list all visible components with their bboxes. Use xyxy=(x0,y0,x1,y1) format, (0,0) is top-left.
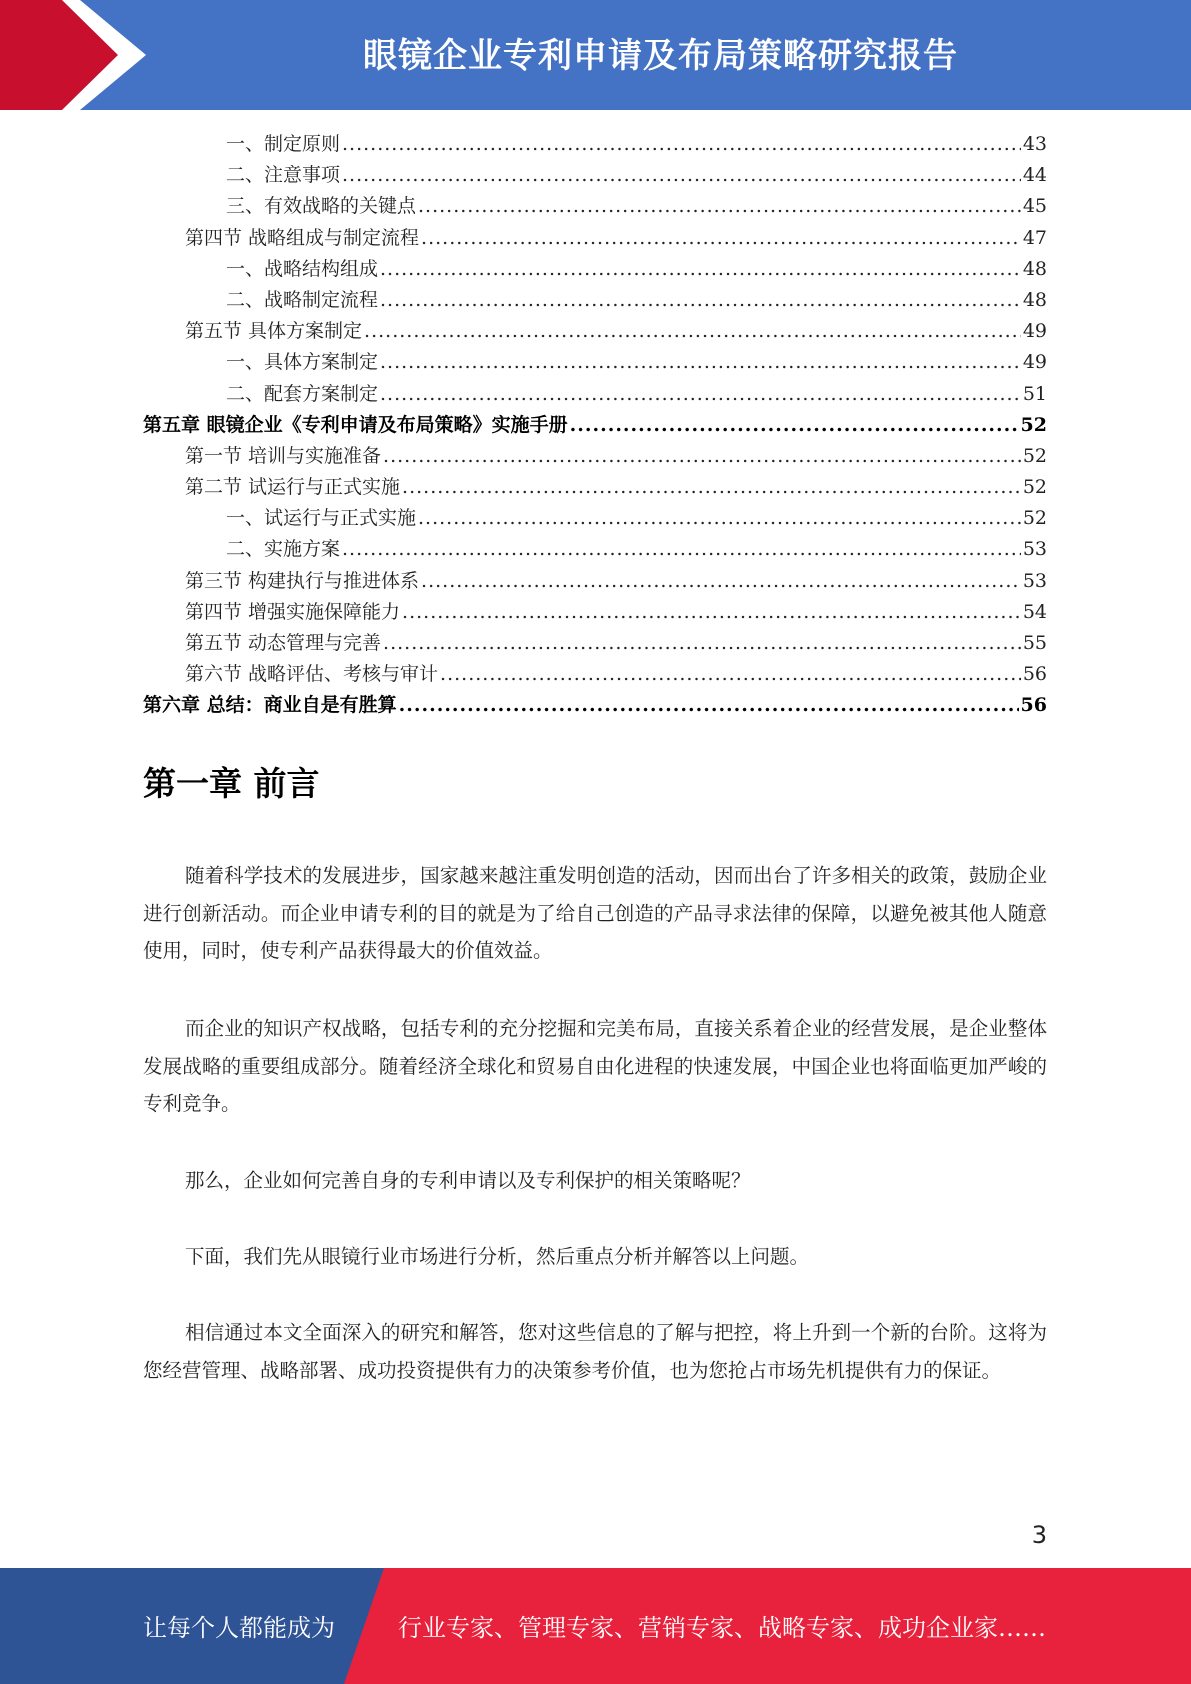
toc-entry[interactable] xyxy=(143,503,1047,534)
toc-entry[interactable] xyxy=(143,129,1047,160)
toc-entry-title: 二、配套方案制定 xyxy=(226,382,379,405)
toc-entry-page: 53 xyxy=(1022,569,1047,592)
toc-dot-leader xyxy=(421,223,1021,254)
toc-entry-title: 第一节 培训与实施准备 xyxy=(185,444,382,467)
toc-entry[interactable] xyxy=(143,316,1047,347)
toc-entry-page: 49 xyxy=(1022,320,1047,343)
toc-entry-page: 55 xyxy=(1022,632,1047,654)
toc-entry[interactable] xyxy=(143,472,1047,503)
toc-entry-title: 二、战略制定流程 xyxy=(226,288,379,311)
toc-entry-title: 第二节 试运行与正式实施 xyxy=(185,476,401,499)
toc-entry-page: 48 xyxy=(1022,288,1047,311)
toc-entry-title: 第五章 眼镜企业《专利申请及布局策略》实施手册 xyxy=(143,413,568,436)
toc-entry-page: 49 xyxy=(1022,351,1047,374)
toc-entry-title: 第四节 战略组成与制定流程 xyxy=(185,226,420,249)
toc-dot-leader xyxy=(383,441,1021,472)
toc-entry[interactable] xyxy=(143,285,1047,316)
toc-dot-leader xyxy=(364,316,1021,347)
toc-entry[interactable] xyxy=(143,410,1047,441)
toc-entry-page: 56 xyxy=(1020,694,1047,717)
toc-dot-leader xyxy=(402,472,1021,503)
toc-entry[interactable] xyxy=(143,441,1047,472)
toc-entry[interactable] xyxy=(143,659,1047,690)
toc-dot-leader xyxy=(380,379,1021,410)
toc-dot-leader xyxy=(342,534,1021,565)
toc-entry-title: 一、具体方案制定 xyxy=(226,351,379,374)
page-header xyxy=(0,0,1191,110)
toc-entry[interactable] xyxy=(143,191,1047,222)
toc-entry-page: 52 xyxy=(1022,444,1047,467)
table-of-contents xyxy=(143,129,1047,722)
toc-entry[interactable] xyxy=(143,160,1047,191)
toc-entry-title: 第五节 动态管理与完善 xyxy=(185,632,382,654)
toc-entry[interactable] xyxy=(143,254,1047,285)
toc-dot-leader xyxy=(399,690,1019,721)
toc-entry-page: 52 xyxy=(1022,507,1047,530)
toc-entry[interactable] xyxy=(143,597,1047,628)
paragraph-4: 下面，我们先从眼镜行业市场进行分析，然后重点分析并解答以上问题。 xyxy=(185,1245,810,1268)
toc-entry-title: 一、制定原则 xyxy=(226,133,341,155)
toc-entry-title: 二、实施方案 xyxy=(226,538,341,561)
toc-entry[interactable] xyxy=(143,347,1047,378)
report-title: 眼镜企业专利申请及布局策略研究报告 xyxy=(363,36,958,76)
toc-dot-leader xyxy=(380,285,1021,316)
toc-entry-page: 43 xyxy=(1022,133,1047,155)
toc-entry-title: 第三节 构建执行与推进体系 xyxy=(185,569,420,592)
footer-slogan-left: 让每个人都能成为 xyxy=(143,1614,335,1642)
page-footer xyxy=(0,1568,1191,1684)
footer-slogan-right: 行业专家、管理专家、营销专家、战略专家、成功企业家…… xyxy=(398,1614,1046,1642)
toc-entry-title: 第四节 增强实施保障能力 xyxy=(185,600,401,623)
toc-dot-leader xyxy=(342,129,1021,160)
paragraph-3: 那么，企业如何完善自身的专利申请以及专利保护的相关策略呢？ xyxy=(185,1169,751,1192)
toc-dot-leader xyxy=(418,503,1021,534)
toc-dot-leader xyxy=(380,347,1021,378)
toc-dot-leader xyxy=(570,410,1019,441)
paragraph-1: 随着科学技术的发展进步，国家越来越注重发明创造的活动，因而出台了许多相关的政策，鼓励企业进行创新活动。而企业申请专利的目的就是为了给自己创造的产品寻求法律的保障，以避免被其他人随意使用，同时，使专利产品获得最大的价值效益。 xyxy=(143,864,1047,962)
toc-entry-title: 一、试运行与正式实施 xyxy=(226,507,417,530)
toc-entry-page: 52 xyxy=(1022,476,1047,499)
toc-entry[interactable] xyxy=(143,379,1047,410)
toc-dot-leader xyxy=(383,628,1021,659)
paragraph-5: 相信通过本文全面深入的研究和解答，您对这些信息的了解与把控，将上升到一个新的台阶。这将为您经营管理、战略部署、成功投资提供有力的决策参考价值，也为您抢占市场先机提供有力的保证。 xyxy=(143,1321,1047,1382)
toc-entry-page: 44 xyxy=(1022,164,1047,187)
page-number: 3 xyxy=(1031,1521,1047,1549)
toc-dot-leader xyxy=(380,254,1021,285)
toc-entry[interactable] xyxy=(143,223,1047,254)
toc-entry[interactable] xyxy=(143,628,1047,659)
toc-entry-page: 47 xyxy=(1022,226,1047,249)
toc-entry[interactable] xyxy=(143,534,1047,565)
toc-entry-title: 第五节 具体方案制定 xyxy=(185,320,363,343)
toc-dot-leader xyxy=(402,597,1021,628)
toc-entry-page: 53 xyxy=(1022,538,1047,561)
toc-entry-page: 51 xyxy=(1022,382,1047,405)
toc-entry-page: 54 xyxy=(1022,600,1047,623)
toc-entry-title: 一、战略结构组成 xyxy=(226,257,379,280)
toc-entry-title: 二、注意事项 xyxy=(226,164,341,187)
toc-dot-leader xyxy=(421,566,1021,597)
toc-entry-title: 第六章 总结：商业自是有胜算 xyxy=(143,694,397,717)
chapter-heading: 第一章 前言 xyxy=(143,764,320,803)
toc-dot-leader xyxy=(440,659,1021,690)
toc-entry-page: 52 xyxy=(1020,413,1047,436)
toc-entry-page: 48 xyxy=(1022,257,1047,280)
toc-dot-leader xyxy=(342,160,1021,191)
toc-dot-leader xyxy=(418,191,1021,222)
paragraph-2: 而企业的知识产权战略，包括专利的充分挖掘和完美布局，直接关系着企业的经营发展，是企业整体发展战略的重要组成部分。随着经济全球化和贸易自由化进程的快速发展，中国企业也将面临更加严峻的专利竞争。 xyxy=(143,1017,1047,1115)
toc-entry-title: 第六节 战略评估、考核与审计 xyxy=(185,663,439,686)
toc-entry[interactable] xyxy=(143,690,1047,721)
toc-entry-title: 三、有效战略的关键点 xyxy=(226,195,417,218)
toc-entry-page: 56 xyxy=(1022,663,1047,686)
toc-entry-page: 45 xyxy=(1022,195,1047,218)
toc-entry[interactable] xyxy=(143,566,1047,597)
